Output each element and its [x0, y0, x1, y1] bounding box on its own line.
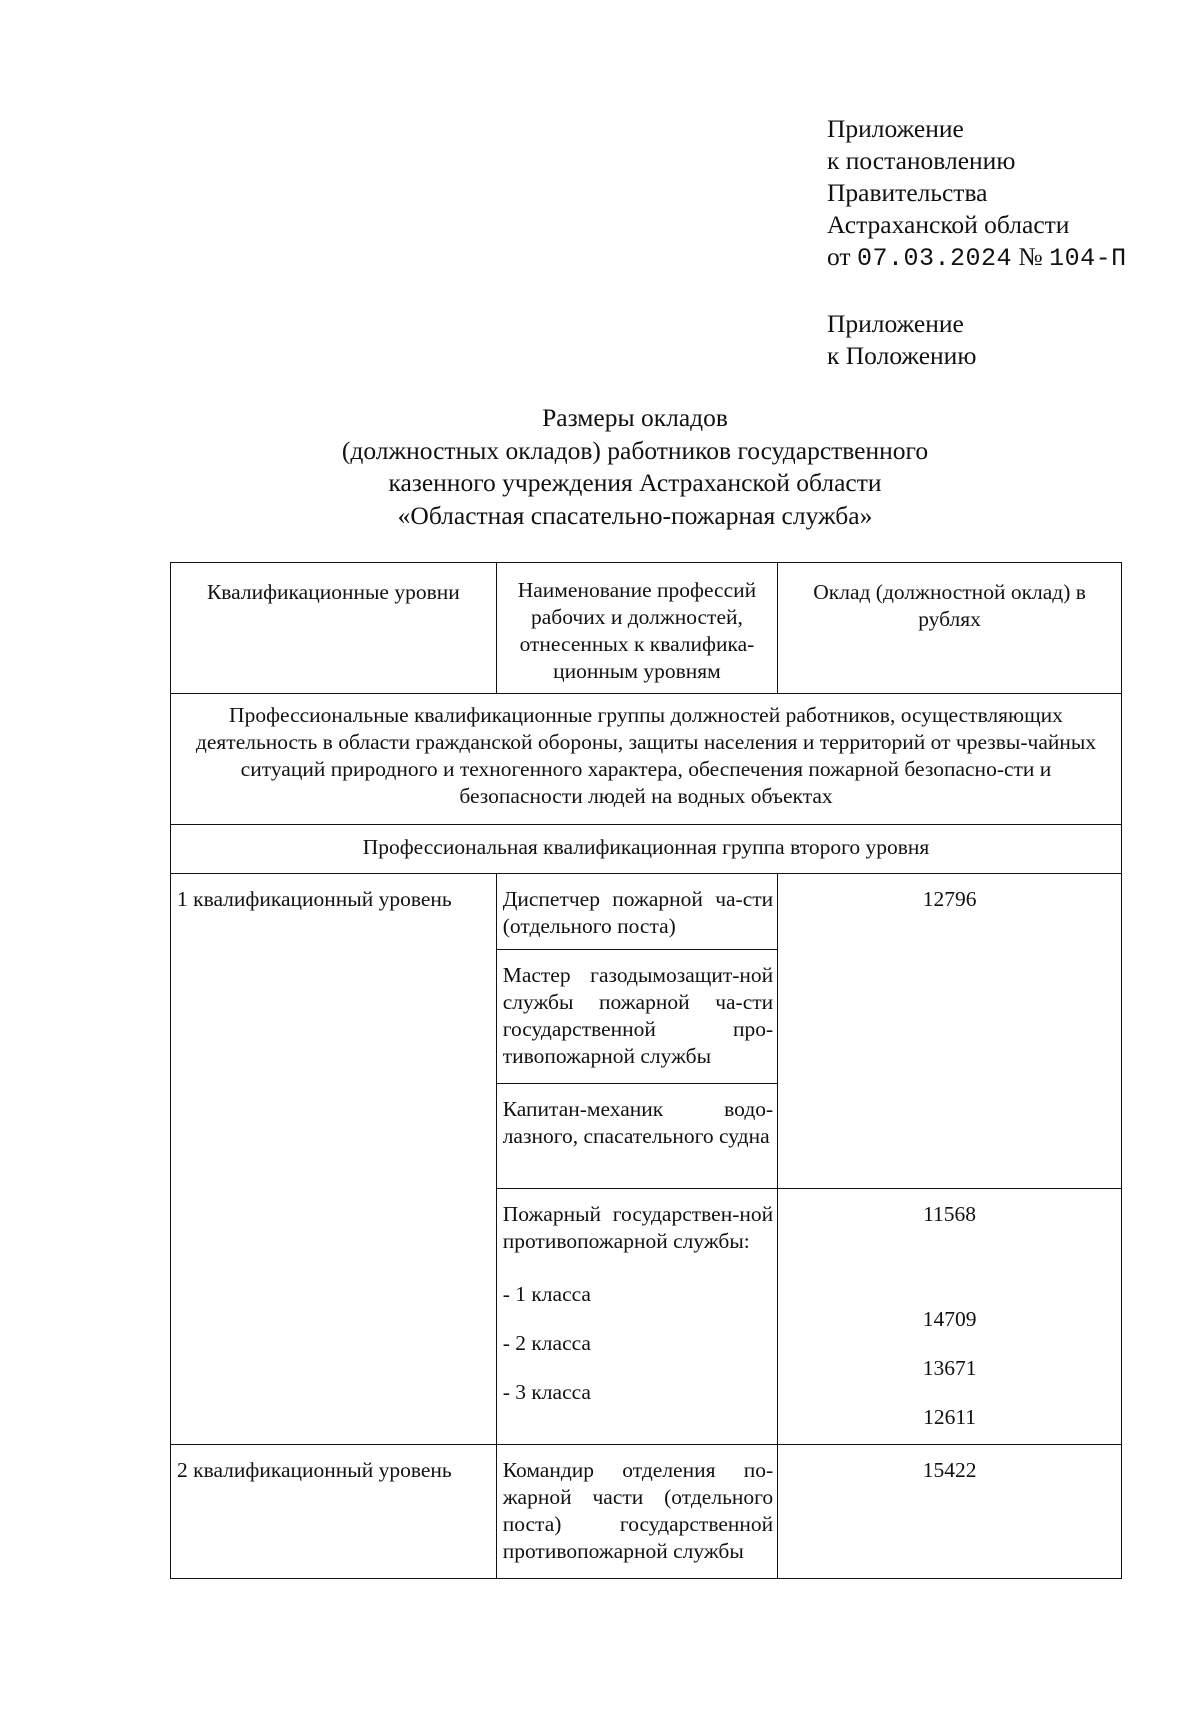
salary-value: 13671 [922, 1356, 977, 1380]
appendix-line: Правительства [827, 178, 988, 207]
title-line: (должностных окладов) работников государственного [341, 435, 929, 465]
appendix-sub-header [827, 308, 976, 372]
level-2-label: 2 квалификационный уровень [171, 1445, 497, 1579]
salary-value: 11568 [923, 1202, 977, 1226]
subgroup-row [171, 825, 1122, 874]
salary-value: 14709 [922, 1307, 977, 1331]
level-1-label: 1 квалификационный уровень [171, 874, 497, 1445]
header-salary: Оклад (должностной оклад) в рублях [778, 563, 1122, 694]
position-name: Командир отделения по-жарной части (отдельного поста) государственной противопожарной службы [496, 1445, 777, 1579]
document-date: 07.03.2024 [856, 244, 1012, 273]
group-row [171, 694, 1122, 825]
appendix-line: Астраханской области [827, 210, 1070, 239]
document-number: 104-П [1049, 244, 1127, 273]
group-title: Профессиональные квалификационные группы должностей работников, осуществляющих деятельность в области гражданской обороны, защиты населения и территорий от чрезвы-чайных ситуаций природного и техногенного характера, обеспечения пожарной безопасно-сти и безопасности людей на водных объектах [171, 694, 1122, 825]
position-name: Пожарный государствен-ной противопожарной службы: [502, 1202, 774, 1253]
firefighter-cell [496, 1189, 777, 1445]
title-line: Размеры окладов [542, 403, 728, 432]
table-row [171, 874, 1122, 950]
subgroup-title: Профессиональная квалификационная группа второго уровня [171, 825, 1122, 874]
salary-value: 12611 [923, 1405, 977, 1429]
appendix-sub-line: Приложение [827, 309, 964, 338]
appendix-sub-line: к Положению [827, 341, 977, 370]
position-name: Капитан-механик водо-лазного, спасательного судна [496, 1084, 777, 1189]
appendix-header [827, 113, 1127, 275]
position-name: Мастер газодымозащит-ной службы пожарной ча-сти государственной про-тивопожарной службы [496, 950, 777, 1084]
title-line: «Областная спасательно-пожарная служба» [397, 500, 873, 530]
document-title [230, 402, 1040, 532]
salary-table [170, 562, 1122, 1579]
salary-value: 15422 [778, 1445, 1122, 1579]
position-name: Диспетчер пожарной ча-сти (отдельного поста) [496, 874, 777, 950]
header-levels: Квалификационные уровни [171, 563, 497, 694]
appendix-date-line [827, 241, 1127, 275]
class-label: - 2 класса [502, 1331, 591, 1355]
spacer [784, 1228, 1115, 1306]
appendix-line: к постановлению [827, 146, 1016, 175]
table-header-row [171, 563, 1122, 694]
salary-value: 12796 [778, 874, 1122, 1189]
firefighter-salary-cell [778, 1189, 1122, 1445]
class-label: - 3 класса [502, 1380, 591, 1404]
date-prefix: от [827, 242, 851, 271]
number-sign: № [1018, 242, 1043, 271]
header-positions: Наименование профессий рабочих и должностей, отнесенных к квалифика-ционным уровням [496, 563, 777, 694]
table-row [171, 1445, 1122, 1579]
title-line: казенного учреждения Астраханской области [388, 468, 882, 497]
appendix-line: Приложение [827, 114, 964, 143]
class-label: - 1 класса [502, 1282, 591, 1306]
